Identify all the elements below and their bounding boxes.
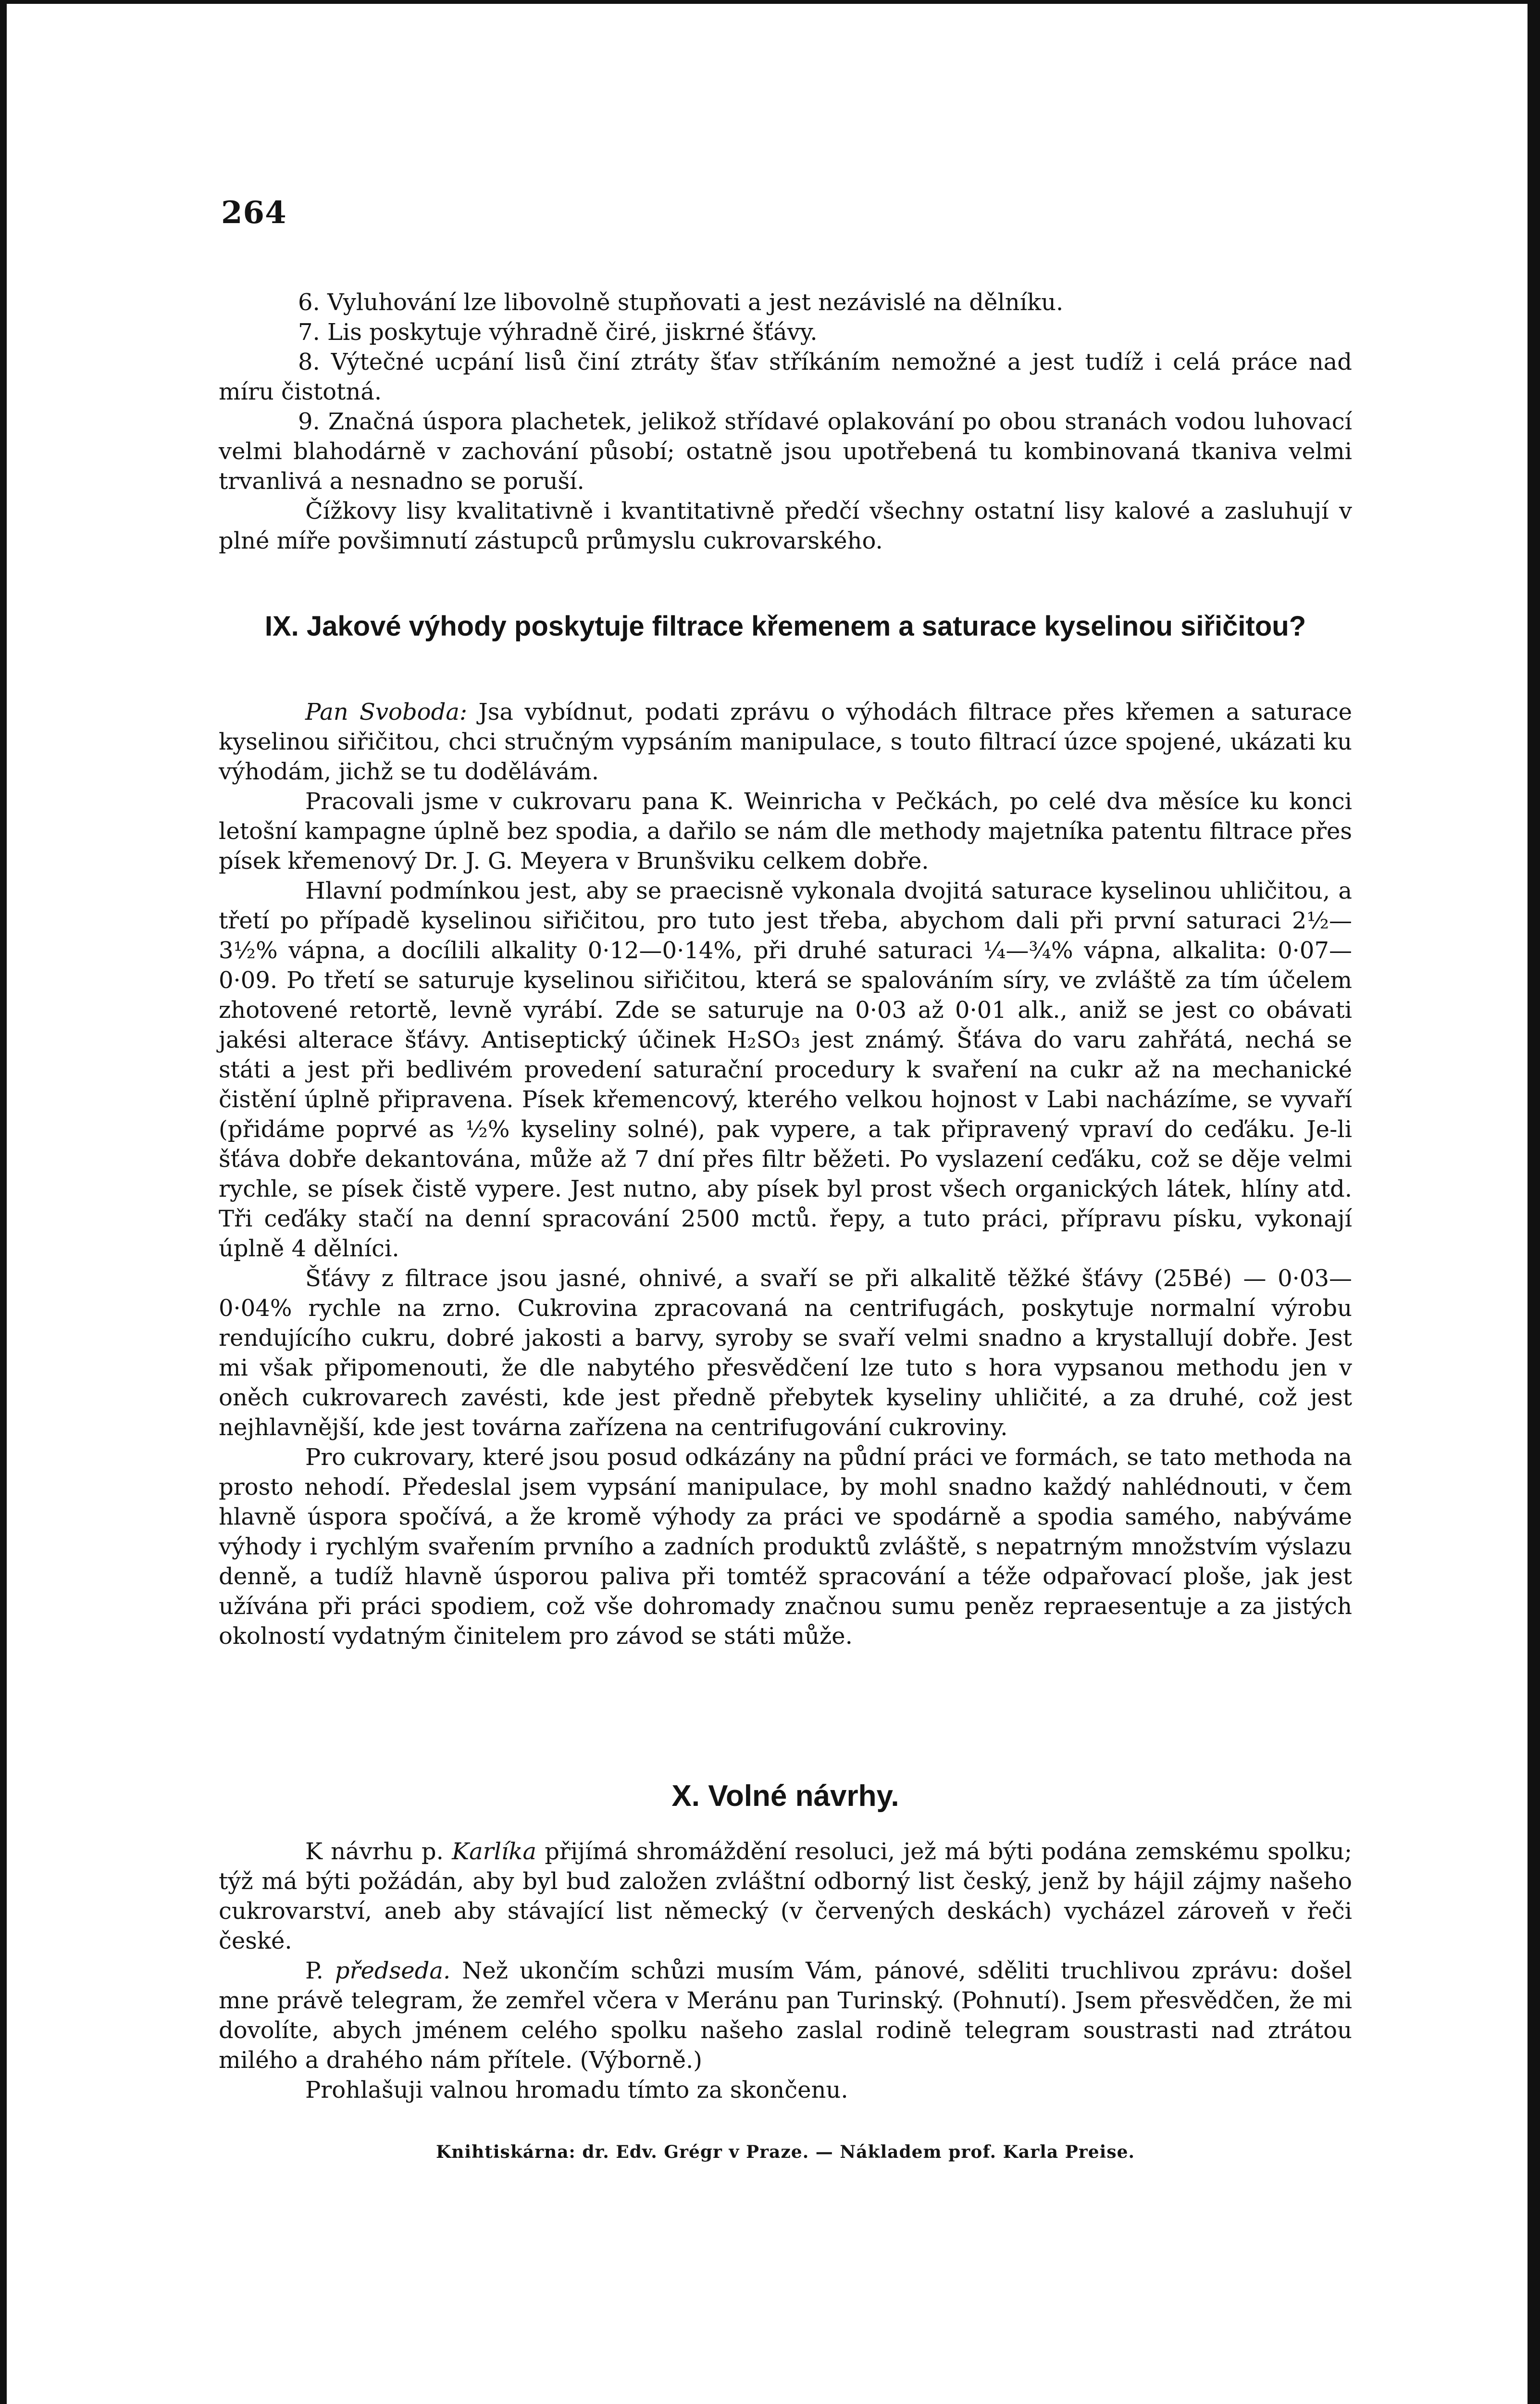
list-item-6: 6. Vyluhování lze libovolně stupňovati a jest nezávislé na dělníku. xyxy=(298,289,1064,316)
scan-edge-right xyxy=(1528,0,1540,2404)
scan-edge-top xyxy=(0,0,1540,4)
section-ix-heading: IX. Jakové výhody poskytuje filtrace křemenem a saturace kyselinou siřičitou? xyxy=(264,611,1306,642)
proposer-name: Karlíka xyxy=(452,1838,536,1865)
paragraph-text: Než ukončím schůzi musím Vám, pánové, sděliti truchlivou zprávu: došel mne právě telegram, že zemřel včera v Meránu pan Turinský. (Pohnutí). Jsem přesvědčen, že mi dovolíte, abych jménem celého spolku našeho zaslal rodině telegram soustrasti nad ztrátou milého a drahého nám přítele. (Výborně.) xyxy=(219,1957,1352,2074)
scan-edge-left xyxy=(0,0,7,2404)
paragraph-lead: P. xyxy=(305,1957,323,1984)
section-ix-paragraph-3: Hlavní podmínkou jest, aby se praecisně vykonala dvojitá saturace kyselinou uhličitou, a třetí po případě kyselinou siřičitou, pro tuto jest třeba, abychom dali při první saturaci 2½—3½% vápna, a docílili alkality 0·12—0·14%, při druhé saturaci ¼—¾% vápna, alkalita: 0·07—0·09. Po třetí se saturuje kyselinou siřičitou, která se spalováním síry, ve zvláště za tím účelem zhotovené retortě, levně vyrábí. Zde se saturuje na 0·03 až 0·01 alk., aniž se jest co obávati jakési alterace šťávy. Antiseptický účinek H₂SO₃ jest známý. Šťáva do varu zahřátá, nechá se státi a jest při bedlivém provedení saturační procedury k svaření na cukr až na mechanické čistění úplně připravena. Písek křemencový, kterého velkou hojnost v Labi nacházíme, se vyvaří (přidáme poprvé as ½% kyseliny solné), pak vypere, a tak připravený vpraví do ceďáku. Je-li šťáva dobře dekantována, může až 7 dní přes filtr běžeti. Po vyslazení ceďáku, což se děje velmi rychle, se písek čistě vypere. Jest nutno, aby písek byl prost všech organických látek, hlíny atd. Tři ceďáky stačí na denní spracování 2500 mctů. řepy, a tuto práci, přípravu písku, vykonají úplně 4 dělníci. xyxy=(219,877,1352,1262)
section-ix-paragraph-4: Šťávy z filtrace jsou jasné, ohnivé, a svaří se při alkalitě těžké šťávy (25Bé) — 0·03—0·04% rychle na zrno. Cukrovina zpracovaná na centrifugách, poskytuje normalní výrobu rendujícího cukru, dobré jakosti a barvy, syroby se svaří velmi snadno a krystallují dobře. Jest mi však připomenouti, že dle nabytého přesvědčení lze tuto s hora vypsanou methodu jen v oněch cukrovarech zavésti, kde jest předně přebytek kyseliny uhličité, a za druhé, což jest nejhlavnější, kde jest továrna zařízena na centrifugování cukroviny. xyxy=(219,1265,1352,1441)
list-closing-paragraph: Čížkovy lisy kvalitativně i kvantitativně předčí všechny ostatní lisy kalové a zasluhují v plné míře povšimnutí zástupců průmyslu cukrovarského. xyxy=(219,498,1352,554)
section-ix-paragraph-1 xyxy=(219,697,1352,787)
list-item-8: 8. Výtečné ucpání lisů činí ztráty šťav stříkáním nemožné a jest tudíž i celá práce nad míru čistotná. xyxy=(219,349,1352,405)
paragraph-text: Jsa vybídnut, podati zprávu o výhodách filtrace přes křemen a saturace kyselinou siřičitou, chci stručným vypsáním manipulace, s touto filtrací úzce spojené, ukázati ku výhodám, jichž se tu dodělávám. xyxy=(219,699,1353,785)
list-item-7: 7. Lis poskytuje výhradně čiré, jiskrné šťávy. xyxy=(298,319,818,346)
speaker-name: předseda. xyxy=(335,1957,451,1984)
section-x-body xyxy=(219,1837,1352,2105)
numbered-list xyxy=(219,288,1352,556)
speaker-name: Pan Svoboda: xyxy=(305,699,468,726)
section-ix-paragraph-2: Pracovali jsme v cukrovaru pana K. Weinricha v Pečkách, po celé dva měsíce ku konci letošní kampagne úplně bez spodia, a dařilo se nám dle methody majetníka patentu filtrace přes písek křemenový Dr. J. G. Meyera v Brunšviku celkem dobře. xyxy=(219,788,1352,875)
section-x-paragraph-2 xyxy=(219,1956,1352,2075)
section-ix-paragraph-5: Pro cukrovary, které jsou posud odkázány na půdní práci ve formách, se tato methoda na prosto nehodí. Předeslal jsem vypsání manipulace, by mohl snadno každý nahlédnouti, v čem hlavně úspora spočívá, a že kromě výhody za práci ve spodárně a spodia samého, nabýváme výhody i rychlým svařením prvního a zadních produktů zvláště, s nepatrným množstvím výslazu denně, a tudíž hlavně úsporou paliva při tomtéž spracování a téže odpařovací ploše, jak jest užívána při práci spodiem, což vše dohromady značnou sumu peněz repraesentuje a za jistých okolností vydatným činitelem pro závod se státi může. xyxy=(219,1444,1352,1650)
section-x-paragraph-1 xyxy=(219,1837,1352,1956)
paragraph-text: přijímá shromáždění resoluci, jež má býti podána zemskému spolku; týž má býti požádán, aby byl bud založen zvláštní odborný list český, jenž by hájil zájmy našeho cukrovarství, aneb aby stávající list německý (v červených deskách) vycházel zároveň v řeči české. xyxy=(219,1838,1353,1954)
paragraph-lead: K návrhu p. xyxy=(305,1838,444,1865)
page-number: 264 xyxy=(221,195,287,231)
section-x-heading: X. Volné návrhy. xyxy=(671,1779,899,1813)
section-x-paragraph-3: Prohlašuji valnou hromadu tímto za skončenu. xyxy=(305,2077,848,2104)
list-item-9: 9. Značná úspora plachetek, jelikož střídavé oplakování po obou stranách vodou luhovací velmi blahodárně v zachování působí; ostatně jsou upotřebená tu kombinovaná tkaniva velmi trvanlivá a nesnadno se poruší. xyxy=(219,408,1352,495)
section-ix-body xyxy=(219,697,1352,1651)
printer-imprint: Knihtiskárna: dr. Edv. Grégr v Praze. — Nákladem prof. Karla Preise. xyxy=(435,2142,1135,2162)
